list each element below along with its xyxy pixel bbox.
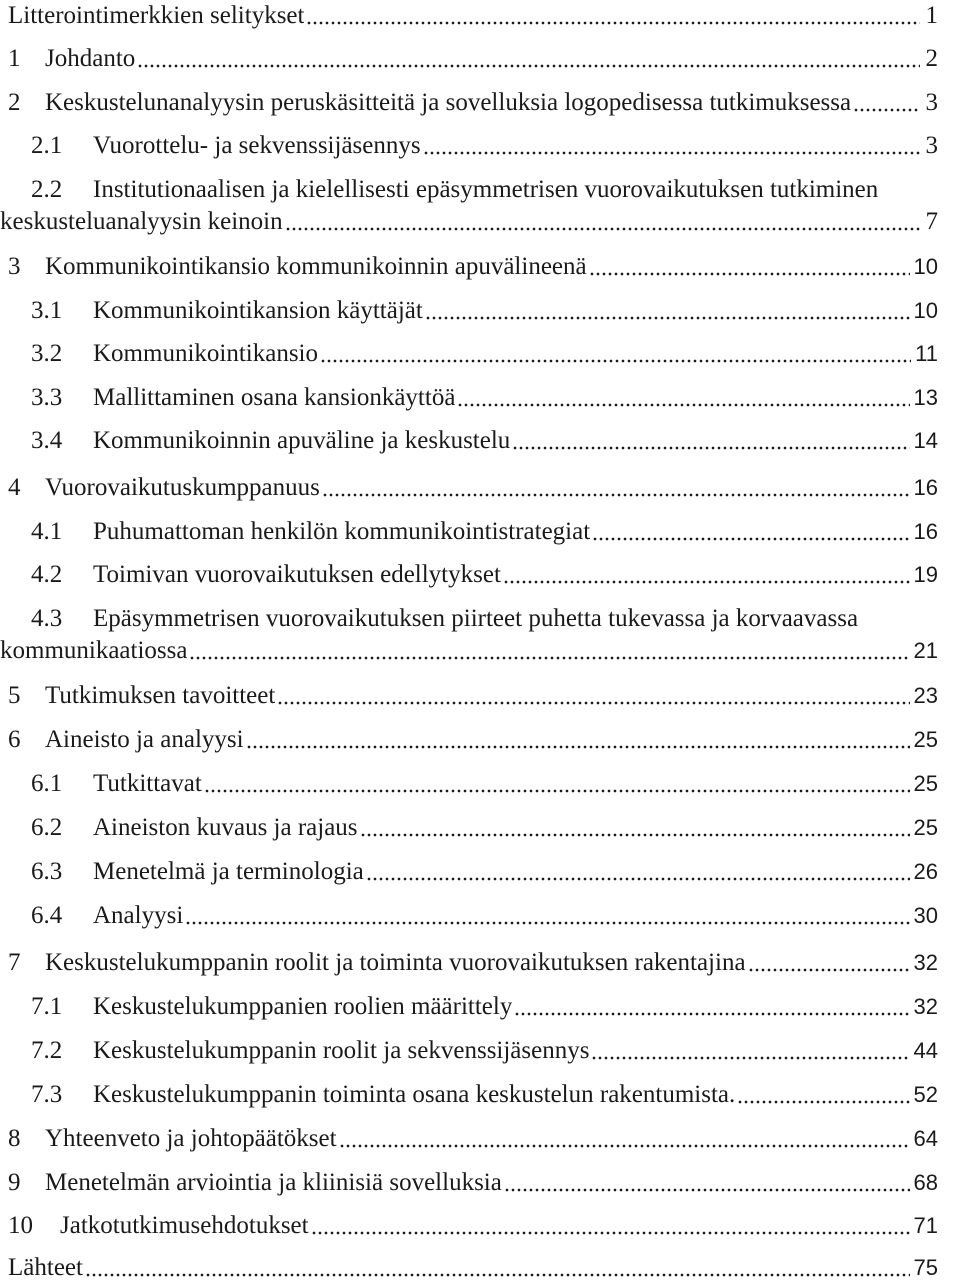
toc-entry-title: Lähteet: [8, 1254, 83, 1281]
dot-leader: [589, 272, 910, 276]
toc-entry-page: 2: [925, 45, 938, 72]
dot-leader: [504, 1188, 910, 1192]
dot-leader: [185, 921, 909, 925]
toc-entry[interactable]: [8, 680, 938, 712]
toc-entry-number: 3: [8, 253, 21, 280]
toc-entry-page: 10: [913, 254, 938, 279]
dot-leader: [512, 446, 909, 450]
toc-entry-title: Aineisto ja analyysi: [45, 726, 244, 753]
toc-entry-title: Keskustelunanalyysin peruskäsitteitä ja sovelluksia logopedisessa tutkimuksessa: [45, 89, 852, 116]
toc-entry-page: 19: [913, 562, 938, 587]
toc-entry-page: 14: [913, 428, 938, 453]
toc-entry-page: 23: [913, 683, 938, 708]
toc-entry-title: Keskustelukumppanien roolien määrittely: [93, 993, 513, 1020]
toc-entry-number: 3.3: [31, 384, 63, 411]
dot-leader: [322, 493, 910, 497]
toc-entry-number: 2.2: [31, 176, 63, 203]
toc-entry[interactable]: [0, 603, 938, 669]
toc-entry-page: 3: [925, 89, 938, 116]
toc-entry-title: Kommunikointikansio: [93, 340, 318, 367]
toc-entry-title: Litterointimerkkien selitykset: [8, 2, 305, 29]
toc-entry-page: 30: [913, 903, 938, 928]
toc-entry[interactable]: [31, 130, 938, 162]
dot-leader: [137, 64, 920, 68]
dot-leader: [503, 580, 910, 584]
toc-entry-title: Kommunikointikansion käyttäjät: [93, 297, 423, 324]
toc-entry-page: 25: [913, 815, 938, 840]
toc-entry-number: 6.4: [31, 902, 63, 929]
toc-entry-page: 71: [913, 1213, 938, 1238]
dot-leader: [425, 316, 910, 320]
toc-entry-number: 6.3: [31, 858, 63, 885]
toc-entry-title: Analyysi: [93, 902, 184, 929]
toc-entry-number: 4: [8, 474, 21, 501]
toc-entry-page: 11: [915, 341, 938, 366]
dot-leader: [306, 21, 920, 25]
toc-entry-title: Aineiston kuvaus ja rajaus: [93, 814, 358, 841]
toc-entry-number: 4.3: [31, 605, 63, 632]
toc-entry[interactable]: [31, 382, 938, 414]
toc-entry-page: 75: [913, 1255, 938, 1280]
toc-entry[interactable]: [8, 251, 938, 283]
toc-entry[interactable]: [8, 0, 938, 32]
toc-entry-title: Kommunikoinnin apuväline ja keskustelu: [93, 427, 511, 454]
toc-entry-number: 6: [8, 726, 21, 753]
toc-entry[interactable]: [8, 87, 938, 119]
toc-entry-title: Keskustelukumppanin roolit ja toiminta vuorovaikutuksen rakentajina: [45, 949, 746, 976]
dot-leader: [853, 108, 920, 112]
dot-leader: [204, 789, 910, 793]
dot-leader: [592, 537, 909, 541]
toc-entry[interactable]: [31, 900, 938, 932]
toc-entry-page: 64: [913, 1126, 938, 1151]
toc-entry[interactable]: [31, 295, 938, 327]
toc-entry-number: 4.1: [31, 518, 63, 545]
toc-entry-page: 10: [913, 298, 938, 323]
toc-entry[interactable]: [8, 472, 938, 504]
toc-entry[interactable]: [8, 724, 938, 756]
toc-entry-title: Keskustelukumppanin roolit ja sekvenssijäsennys: [93, 1037, 590, 1064]
toc-entry-page: 44: [913, 1038, 938, 1063]
dot-leader: [189, 656, 909, 660]
dot-leader: [748, 968, 910, 972]
toc-entry-page: 68: [913, 1170, 938, 1195]
toc-entry-page: 25: [913, 727, 938, 752]
toc-entry-number: 3.2: [31, 340, 63, 367]
toc-entry-title: Puhumattoman henkilön kommunikointistrategiat: [93, 518, 591, 545]
toc-entry-title: Vuorovaikutuskumppanuus: [45, 474, 320, 501]
toc-entry[interactable]: [8, 43, 938, 75]
toc-entry[interactable]: [31, 991, 938, 1023]
toc-entry-number: 3.4: [31, 427, 63, 454]
toc-entry-page: 13: [913, 385, 938, 410]
dot-leader: [737, 1100, 909, 1104]
dot-leader: [277, 701, 909, 705]
dot-leader: [360, 833, 910, 837]
toc-entry-number: 5: [8, 682, 21, 709]
toc-entry-number: 7.2: [31, 1037, 63, 1064]
toc-entry[interactable]: [8, 1167, 938, 1199]
toc-entry[interactable]: [31, 1079, 938, 1111]
dot-leader: [514, 1012, 909, 1016]
dot-leader: [311, 1231, 910, 1235]
toc-entry-number: 2.1: [31, 132, 63, 159]
toc-entry[interactable]: [31, 559, 938, 591]
toc-entry-number: 6.2: [31, 814, 63, 841]
toc-entry[interactable]: [31, 1035, 938, 1067]
toc-entry-title: Institutionaalisen ja kielellisesti epäsymmetrisen vuorovaikutuksen tutkiminen: [93, 176, 879, 203]
toc-entry-title: Keskustelukumppanin toiminta osana keskustelun rakentumista.: [93, 1081, 736, 1108]
toc-entry-number: 2: [8, 89, 21, 116]
toc-entry-title: Vuorottelu- ja sekvenssijäsennys: [93, 132, 421, 159]
toc-entry-title: Tutkimuksen tavoitteet: [45, 682, 276, 709]
toc-entry-title: Jatkotutkimusehdotukset: [60, 1212, 309, 1239]
toc-entry-page: 25: [913, 771, 938, 796]
toc-entry-page: 21: [913, 638, 938, 663]
toc-entry[interactable]: [31, 516, 938, 548]
dot-leader: [339, 1144, 910, 1148]
toc-entry-page: 16: [913, 475, 938, 500]
dot-leader: [591, 1056, 909, 1060]
toc-entry-page: 32: [913, 994, 938, 1019]
toc-entry-page: 52: [913, 1082, 938, 1107]
toc-entry-page: 26: [913, 859, 938, 884]
dot-leader: [366, 877, 910, 881]
toc-entry-title: Mallittaminen osana kansionkäyttöä: [93, 384, 456, 411]
toc-entry-page: 16: [913, 519, 938, 544]
toc-entry-title: Menetelmän arviointia ja kliinisiä sovelluksia: [45, 1169, 502, 1196]
toc-entry[interactable]: [31, 425, 938, 457]
dot-leader: [457, 403, 909, 407]
dot-leader: [423, 151, 920, 155]
toc-entry-title: Tutkittavat: [93, 770, 202, 797]
toc-entry-title: Menetelmä ja terminologia: [93, 858, 364, 885]
toc-entry-number: 10: [8, 1212, 33, 1239]
toc-entry-page: 32: [913, 950, 938, 975]
toc-entry[interactable]: [31, 812, 938, 844]
toc-entry[interactable]: [8, 1123, 938, 1155]
toc-entry-number: 3.1: [31, 297, 63, 324]
toc-entry-page: 7: [925, 208, 938, 235]
toc-entry[interactable]: [8, 947, 938, 979]
toc-entry[interactable]: [0, 174, 938, 240]
toc-entry[interactable]: [31, 768, 938, 800]
toc-entry-title: Epäsymmetrisen vuorovaikutuksen piirteet puhetta tukevassa ja korvaavassa: [93, 605, 859, 632]
toc-entry-page: 1: [925, 2, 938, 29]
toc-entry-title-continued: keskusteluanalyysin keinoin: [0, 208, 283, 235]
dot-leader: [320, 359, 911, 363]
toc-entry-number: 1: [8, 45, 21, 72]
dot-leader: [246, 745, 910, 749]
toc-entry-number: 7: [8, 949, 21, 976]
toc-entry[interactable]: [31, 338, 938, 370]
toc-entry-title: Kommunikointikansio kommunikoinnin apuvälineenä: [45, 253, 587, 280]
toc-entry-number: 4.2: [31, 561, 63, 588]
toc-entry-number: 9: [8, 1169, 21, 1196]
toc-entry-title: Toimivan vuorovaikutuksen edellytykset: [93, 561, 501, 588]
toc-entry-number: 6.1: [31, 770, 63, 797]
toc-entry[interactable]: [8, 1210, 938, 1242]
toc-entry-number: 8: [8, 1125, 21, 1152]
toc-entry-title: Yhteenveto ja johtopäätökset: [45, 1125, 337, 1152]
toc-entry-page: 3: [925, 132, 938, 159]
dot-leader: [85, 1273, 910, 1277]
toc-entry[interactable]: [8, 1252, 938, 1284]
dot-leader: [285, 227, 920, 231]
toc-entry[interactable]: [31, 856, 938, 888]
toc-entry-title: Johdanto: [45, 45, 136, 72]
toc-entry-number: 7.3: [31, 1081, 63, 1108]
toc-entry-number: 7.1: [31, 993, 63, 1020]
toc-entry-title-continued: kommunikaatiossa: [0, 637, 188, 664]
